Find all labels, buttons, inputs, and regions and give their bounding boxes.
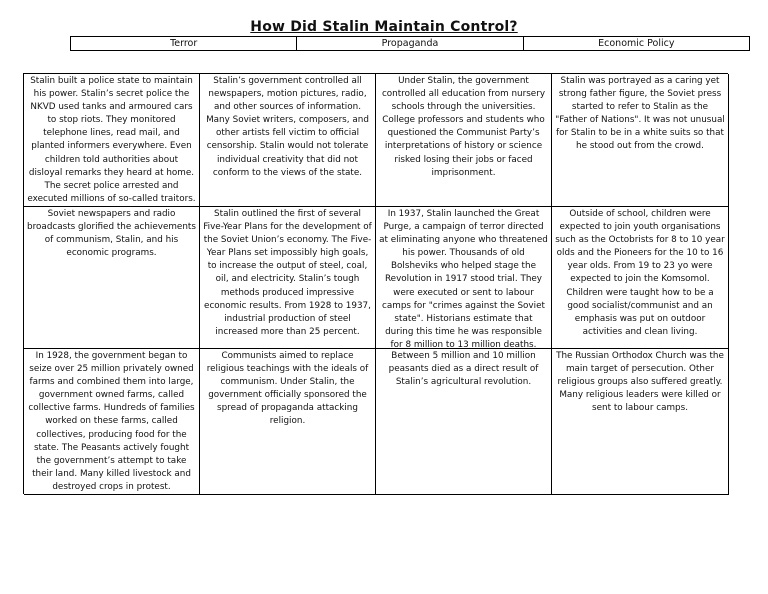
- header-propaganda: Propaganda: [297, 37, 523, 50]
- card-father-of-nations: Stalin was portrayed as a caring yet strong father figure, the Soviet press started to refer to Stalin as the "Father of Nations". It was not unusual for Stalin to be in a white suits so that he stood out from the crowd.: [552, 74, 729, 207]
- card-media-control: Stalin’s government controlled all newspapers, motion pictures, radio, and other sources of information. Many Soviet writers, composers, and other artists fell victim to official censorship. Stalin would not tolerate individual creativity that did not conform to the views of the state.: [200, 74, 376, 207]
- card-religion-propaganda: Communists aimed to replace religious teachings with the ideals of communism. Under Stalin, the government officially sponsored the spread of propaganda attacking religion.: [200, 349, 376, 495]
- card-police-state: Stalin built a police state to maintain his power. Stalin’s secret police the NKVD used tanks and armoured cars to stop riots. They monitored telephone lines, read mail, and planted informers everywhere. Even children told authorities about disloyal remarks they heard at home. The secret police arrested and executed millions of so-called traitors.: [24, 74, 200, 207]
- card-glorified-achievements: Soviet newspapers and radio broadcasts glorified the achievements of communism, Stalin, and his economic programs.: [24, 207, 200, 349]
- card-collective-farms: In 1928, the government began to seize over 25 million privately owned farms and combined them into large, government owned farms, called collective farms. Hundreds of families worked on these farms, called collectives, producing food for the state. The Peasants actively fought the government’s attempt to take their land. Many killed livestock and destroyed crops in protest.: [24, 349, 200, 495]
- card-great-purge: In 1937, Stalin launched the Great Purge, a campaign of terror directed at eliminating anyone who threatened his power. Thousands of old Bolsheviks who helped stage the Revolution in 1917 stood trial. They were executed or sent to labour camps for "crimes against the Soviet state". Historians estimate that during this time he was responsible for 8 million to 13 million deaths.: [376, 207, 552, 349]
- fact-card-grid: [23, 73, 728, 494]
- card-youth-organisations: Outside of school, children were expected to join youth organisations such as the Octobrists for 8 to 10 year olds and the Pioneers for the 10 to 16 year olds. From 19 to 23 yo were expected to join the Komsomol. Children were taught how to be a good socialist/communist and an emphasis was put on outdoor activities and clean living.: [552, 207, 729, 349]
- category-header-table: [70, 36, 750, 51]
- header-terror: Terror: [71, 37, 297, 50]
- card-peasant-deaths: Between 5 million and 10 million peasants died as a direct result of Stalin’s agricultural revolution.: [376, 349, 552, 495]
- card-church-persecution: The Russian Orthodox Church was the main target of persecution. Other religious groups also suffered greatly. Many religious leaders were killed or sent to labour camps.: [552, 349, 729, 495]
- page-title: How Did Stalin Maintain Control?: [250, 19, 518, 35]
- header-economic-policy: Economic Policy: [598, 38, 675, 49]
- card-education-control: Under Stalin, the government controlled all education from nursery schools through the universities. College professors and students who questioned the Communist Party’s interpretations of history or science risked losing their jobs or faced imprisonment.: [376, 74, 552, 207]
- card-five-year-plans: Stalin outlined the first of several Five-Year Plans for the development of the Soviet Union’s economy. The Five-Year Plans set impossibly high goals, to increase the output of steel, coal, oil, and electricity. Stalin’s tough methods produced impressive economic results. From 1928 to 1937, industrial production of steel increased more than 25 percent.: [200, 207, 376, 349]
